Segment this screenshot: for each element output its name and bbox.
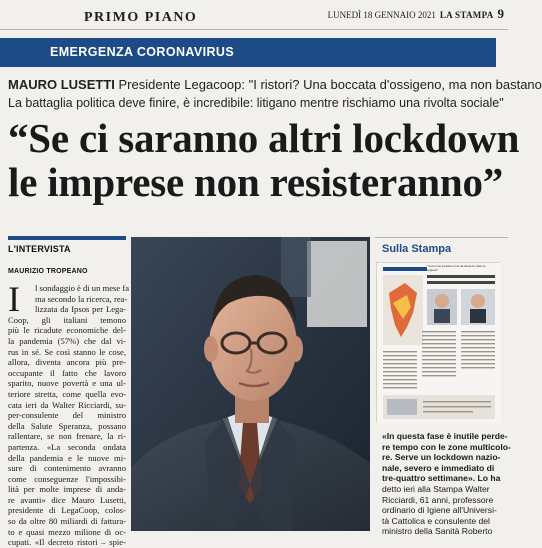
quote-line: ordinario di Igiene all'Universi- [382,505,497,516]
article-line: rallentare, se non frenare, la ri- [8,431,126,442]
tag-rule [8,236,126,240]
quote-line: ministro della Sanità Roberto [382,526,493,537]
headline-line-1: “Se ci saranno altri lockdown [8,115,520,161]
quote-line: re tempo con le zone multicolo- [382,441,511,452]
newspaper-thumbnail [376,262,500,422]
article-line: partenza. «La seconda ondata [8,441,126,452]
kicker [8,77,542,92]
article-tag: L'INTERVISTA [8,244,71,254]
quote-line: re. Serve un lockdown nazio- [382,452,501,463]
section-label: PRIMO PIANO [84,10,198,25]
article-line: cupati. «Il decreto ristori – spie- [8,537,126,548]
article-body [8,279,130,548]
article-line: sure di contenimento avranno [8,463,126,474]
article-line: re avanti» dice Mauro Lusetti, [8,494,126,505]
article-line: ma secondo la ricerca, rea- [35,293,128,304]
portrait-illustration [131,237,370,531]
page-header [0,0,508,30]
article-line: per-consulente del ministro [8,410,126,421]
article-line: so da oltre 80 miliardi di fattura- [8,516,126,527]
sidebar-title: Sulla Stampa [382,243,452,255]
page-number: 9 [497,6,504,21]
quote-line: Ricciardi, 61 anni, professore [382,494,494,505]
header-rule [0,29,508,30]
article-line: più le ricadute economiche del- [8,325,126,336]
quote-line: «In questa fase è inutile perde- [382,431,508,441]
thumbnail-illustration [377,263,501,423]
article-line: presidente di LegaCoop, colos- [8,505,126,516]
drop-cap: I [8,279,20,319]
article-line: come conseguenze l'impossibi- [8,473,126,484]
subkicker: La battaglia politica deve finire, è incredibile: litigano mentre rischiamo una rivolta sociale" [8,96,504,110]
sidebar-rule [375,237,508,238]
article-line: allora, diventa ancora più pre- [8,357,126,368]
article-line: to e quasi mezzo milione di oc- [8,526,126,537]
article-line: teriore stretta, come quella evo- [8,388,126,399]
rubric-banner [0,38,496,67]
issue-date: LUNEDÌ 18 GENNAIO 2021 [327,10,436,20]
article-line: la pandemia (57%) che dal vi- [8,335,126,346]
kicker-text: Presidente Legacoop: "I ristori? Una boccata d'ossigeno, ma non bastano [118,77,542,92]
byline: MAURIZIO TROPEANO [8,268,88,275]
dateline [328,6,504,22]
article-line: sparito, nuove povertà e una ul- [8,378,126,389]
newspaper-name: LA STAMPA [439,10,494,20]
article-line: della Salute Speranza, possano [8,420,126,431]
thumbnail-headline: "Serve un lockdown di un mese in tutte le regioni" [427,264,497,272]
headline-line-2: le imprese non resisteranno” [8,159,504,205]
article-line: l sondaggio è di un mese fa [35,283,130,293]
sidebar-quote [382,431,511,537]
headline [8,115,520,205]
article-line: cata ieri da Walter Ricciardi, su- [8,399,126,410]
quote-line: tà Cattolica e consulente del [382,515,490,526]
quote-line: nale, severo e immediato di [382,462,495,473]
article-line: rus in sé. Se così stanno le cose, [8,346,126,357]
quote-line: tre-quattro settimane». Lo ha [382,473,501,484]
rubric-label: EMERGENZA CORONAVIRUS [50,45,235,59]
article-line: Coop, gli italiani temono [8,314,126,325]
quote-line: detto ieri alla Stampa Walter [382,483,490,494]
article-line: lizzata da Ipsos per Lega- [35,304,126,315]
portrait-photo [131,237,370,531]
kicker-name: MAURO LUSETTI [8,77,115,92]
article-line: lità per molte imprese di anda- [8,484,126,495]
article-line: occupante il fatto che lavoro [8,367,126,378]
article-line: della pandemia e le nuove mi- [8,452,126,463]
